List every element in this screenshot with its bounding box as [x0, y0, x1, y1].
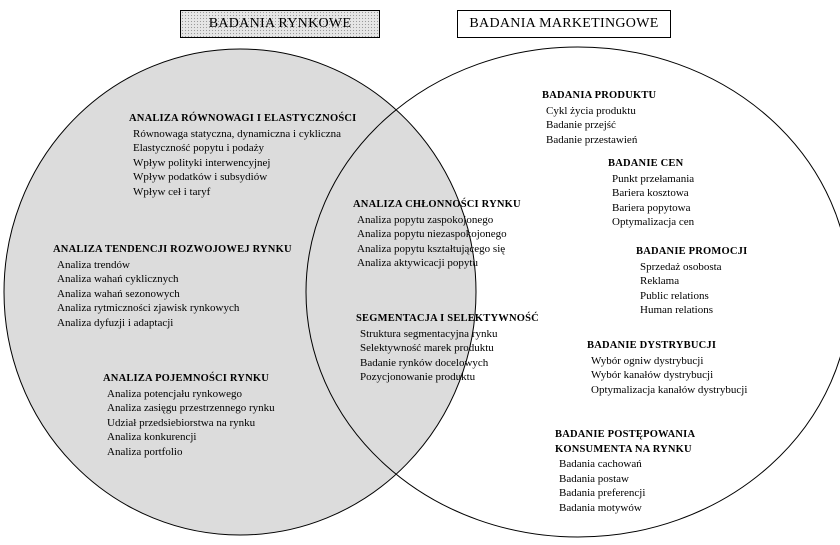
- title-badania-rynkowe: BADANIA RYNKOWE: [180, 10, 380, 38]
- list-item: Optymalizacja cen: [612, 216, 695, 228]
- group-heading: ANALIZA TENDENCJI ROZWOJOWEJ RYNKU: [53, 244, 292, 255]
- list-item: Elastyczność popytu i podaży: [133, 142, 265, 154]
- list-item: Wpływ ceł i taryf: [133, 185, 211, 198]
- group-heading-line1: BADANIE POSTĘPOWANIA: [555, 429, 696, 440]
- list-item: Reklama: [640, 275, 680, 287]
- list-item: Badania cachowań: [559, 458, 642, 470]
- group-badanie-dystrybucji: [587, 339, 747, 397]
- group-badanie-cen: [608, 157, 694, 230]
- list-item: Badanie rynków docelowych: [360, 356, 489, 369]
- group-analiza-chlonnosci: [353, 198, 521, 271]
- group-heading: ANALIZA RÓWNOWAGI I ELASTYCZNOŚCI: [129, 113, 357, 124]
- list-item: Pozycjonowanie produktu: [360, 371, 476, 383]
- title-badania-marketingowe: BADANIA MARKETINGOWE: [457, 10, 671, 38]
- list-item: Analiza popytu niezaspokojonego: [357, 228, 507, 240]
- group-heading: SEGMENTACJA I SELEKTYWNOŚĆ: [356, 313, 539, 324]
- list-item: Badania motywów: [559, 501, 642, 514]
- list-item: Wpływ polityki interwencyjnej: [133, 156, 271, 169]
- list-item: Badania postaw: [559, 472, 629, 485]
- list-item: Analiza popytu zaspokojonego: [357, 213, 494, 226]
- list-item: Analiza dyfuzji i adaptacji: [57, 316, 174, 329]
- list-item: Cykl życia produktu: [546, 104, 636, 117]
- list-item: Wybór ogniw dystrybucji: [591, 354, 704, 367]
- list-item: Punkt przełamania: [612, 172, 695, 185]
- group-heading: BADANIA PRODUKTU: [542, 90, 657, 101]
- group-analiza-pojemnosci: [103, 372, 275, 459]
- list-item: Badanie przestawień: [546, 133, 638, 146]
- group-heading: ANALIZA CHŁONNOŚCI RYNKU: [353, 199, 521, 210]
- group-segmentacja: [356, 312, 539, 385]
- group-badanie-konsumenta: [555, 428, 695, 515]
- list-item: Analiza wahań cyklicznych: [57, 273, 179, 285]
- group-badania-produktu: [542, 89, 656, 147]
- list-item: Analiza rytmiczności zjawisk rynkowych: [57, 302, 240, 314]
- list-item: Wpływ podatków i subsydiów: [133, 171, 268, 183]
- list-item: Analiza trendów: [57, 258, 130, 271]
- list-item: Udział przedsiebiorstwa na rynku: [107, 416, 256, 429]
- list-item: Analiza aktywicacji popytu: [357, 257, 478, 269]
- group-analiza-tendencji: [53, 243, 292, 330]
- list-item: Analiza potencjału rynkowego: [107, 387, 243, 400]
- list-item: Analiza zasięgu przestrzennego rynku: [107, 402, 275, 414]
- group-badanie-promocji: [636, 245, 747, 318]
- list-item: Bariera kosztowa: [612, 187, 689, 199]
- list-item: Badania preferencji: [559, 487, 646, 499]
- list-item: Optymalizacja kanałów dystrybucji: [591, 383, 748, 396]
- list-item: Wybór kanałów dystrybucji: [591, 369, 714, 381]
- list-item: Analiza popytu kształtującego się: [357, 242, 506, 255]
- list-item: Sprzedaż osobosta: [640, 260, 722, 273]
- group-heading: BADANIE DYSTRYBUCJI: [587, 340, 717, 351]
- list-item: Analiza konkurencji: [107, 431, 197, 443]
- group-heading: ANALIZA POJEMNOŚCI RYNKU: [103, 373, 270, 384]
- list-item: Selektywność marek produktu: [360, 342, 494, 354]
- list-item: Struktura segmentacyjna rynku: [360, 327, 498, 340]
- list-item: Bariera popytowa: [612, 201, 691, 214]
- list-item: Human relations: [640, 304, 714, 316]
- group-heading-line2: KONSUMENTA NA RYNKU: [555, 443, 692, 455]
- group-analiza-rownowagi: [129, 112, 356, 199]
- list-item: Równowaga statyczna, dynamiczna i cykliczna: [133, 127, 342, 140]
- list-item: Badanie przejść: [546, 119, 616, 131]
- group-heading: BADANIE CEN: [608, 158, 684, 169]
- list-item: Analiza portfolio: [107, 445, 183, 458]
- list-item: Public relations: [640, 289, 709, 302]
- list-item: Analiza wahań sezonowych: [57, 287, 180, 300]
- group-heading: BADANIE PROMOCJI: [636, 246, 748, 257]
